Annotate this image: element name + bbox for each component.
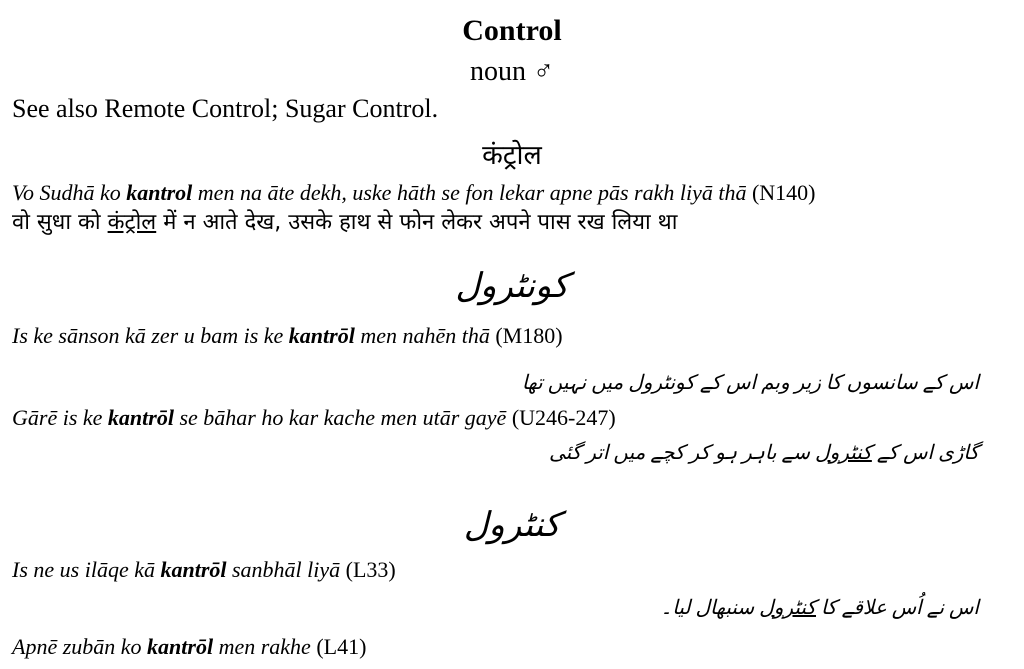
example-urdu (549, 440, 979, 465)
example-text: سے باہر ہو کر کچے میں اتر گئی (549, 442, 816, 464)
example-text: se bāhar ho kar kache men utār gayē (173, 405, 507, 430)
example-text: sanbhāl liyā (226, 557, 341, 582)
example-term: kantrol (126, 180, 193, 205)
part-of-speech: noun ♂ (470, 56, 554, 87)
example-text: men nahēn thā (354, 323, 490, 348)
example-term: कंट्रोल (107, 210, 157, 235)
see-also-note: See also Remote Control; Sugar Control. (12, 94, 439, 123)
example-text: Apnē zubān ko (12, 634, 148, 659)
example-urdu (661, 595, 979, 620)
example-text: Vo Sudhā ko (12, 180, 127, 205)
example-transliteration (12, 180, 816, 206)
example-text: Is ne us ilāqe kā (12, 557, 161, 582)
example-reference: (L41) (310, 634, 367, 659)
example-text: Is ke sānson kā zer u bam is ke (12, 323, 289, 348)
hindi-headword: कंट्रोल (482, 140, 542, 171)
example-term: kantrōl (288, 323, 355, 348)
example-text: اس نے اُس علاقے کا (816, 597, 979, 619)
example-reference: (U246-247) (506, 405, 616, 430)
example-text: Gārē is ke (12, 405, 108, 430)
example-text: سنبھال لیا۔ (660, 597, 760, 619)
headword: Control (462, 14, 562, 47)
example-term: kantrōl (107, 405, 174, 430)
example-reference: (M180) (489, 323, 563, 348)
example-term: کنٹرول (815, 442, 872, 464)
example-urdu: اس کے سانسوں کا زیر وبم اس کے کونٹرول میں نہیں تھا (521, 372, 979, 394)
example-term: kantrōl (147, 634, 214, 659)
urdu-headword: کونٹرول (455, 268, 569, 305)
example-transliteration (12, 634, 366, 660)
example-transliteration (12, 405, 616, 431)
example-transliteration (12, 323, 563, 349)
example-devanagari (12, 206, 677, 236)
example-text: वो सुधा को (12, 210, 108, 235)
example-reference: (L33) (340, 557, 396, 582)
example-term: کنٹرول (759, 597, 816, 619)
example-text: men na āte dekh, uske hāth se fon lekar apne pās rakh liyā thā (192, 180, 747, 205)
urdu-headword: کنٹرول (463, 507, 561, 544)
example-text: گاڑی اس کے (871, 442, 979, 464)
example-text: में न आते देख, उसके हाथ से फोन लेकर अपने पास रख लिया था (156, 210, 678, 235)
example-transliteration (12, 557, 396, 583)
example-term: kantrōl (160, 557, 227, 582)
example-text: men rakhe (213, 634, 311, 659)
example-reference: (N140) (746, 180, 816, 205)
